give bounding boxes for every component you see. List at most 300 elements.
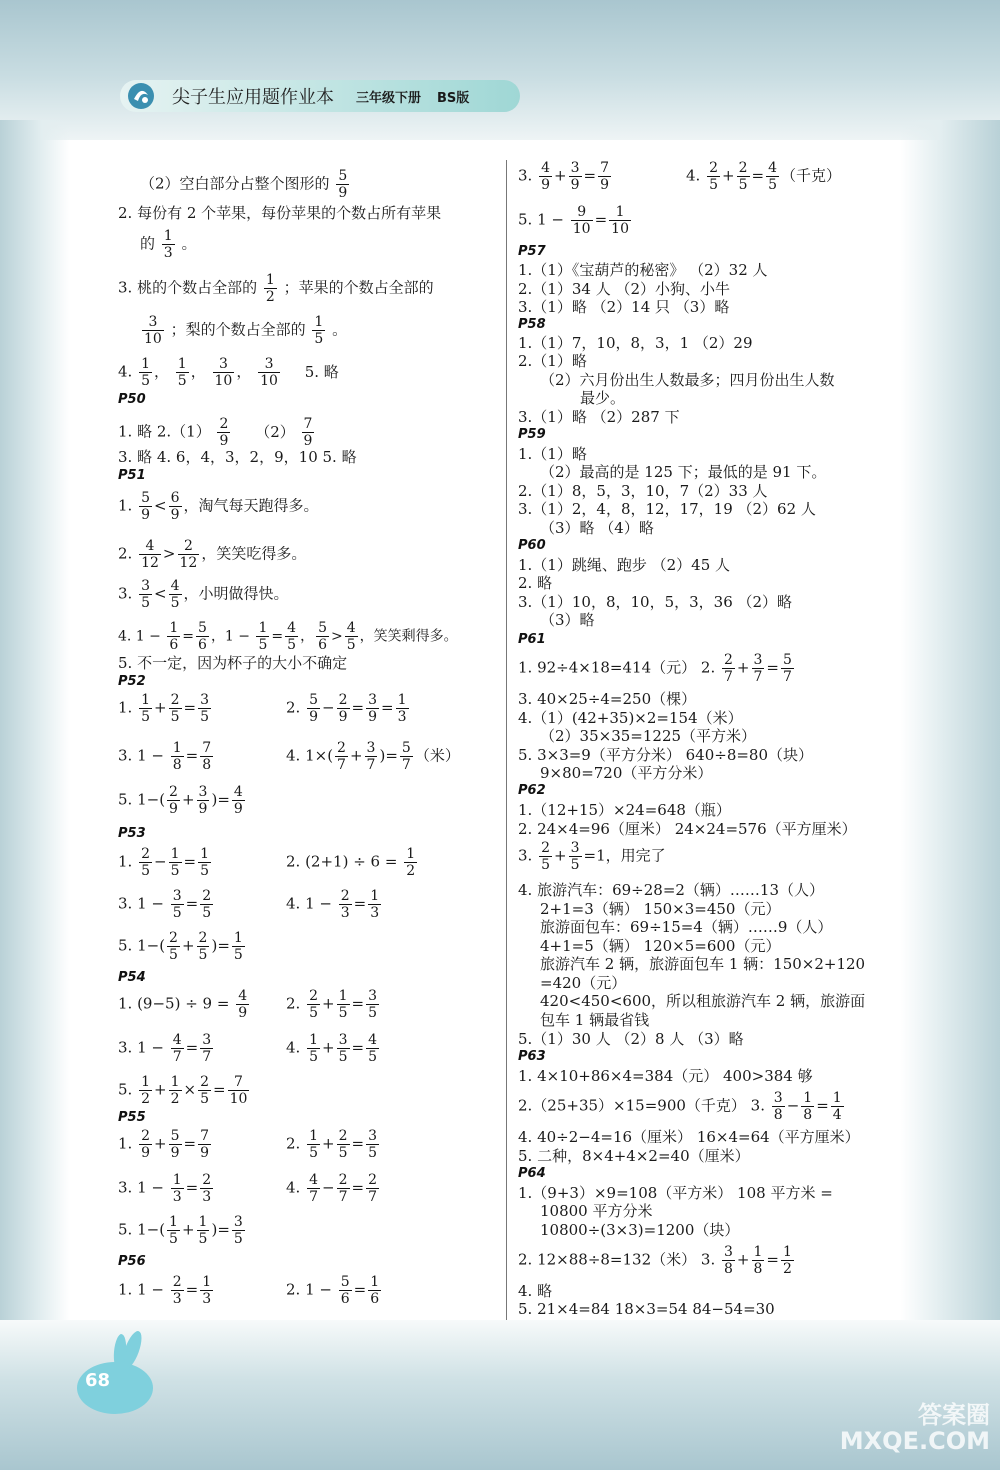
fraction: $\frac{2}{5}$ (309, 988, 319, 1021)
answer-line (118, 1214, 247, 1247)
answer-line: 最少。 (580, 389, 626, 407)
fraction: $\frac{4}{5}$ (768, 160, 778, 193)
answer-line (118, 578, 289, 611)
fraction: $\frac{1}{2}$ (141, 1074, 151, 1107)
fraction: $\frac{5}{9}$ (309, 692, 319, 725)
math-symbol: = (185, 1280, 199, 1299)
answer-line: 10800÷(3×3)=1200（块） (540, 1221, 740, 1239)
math-symbol: = (751, 166, 765, 185)
fraction: $\frac{7}{9}$ (303, 416, 313, 449)
math-symbol: = (185, 1038, 199, 1057)
section-label-p58: P58 (518, 317, 546, 332)
fraction: $\frac{1}{3}$ (172, 1172, 182, 1205)
math-symbol: )= (211, 936, 230, 955)
answer-line (118, 784, 247, 817)
math-symbol: = (351, 994, 365, 1013)
answer-line (286, 1172, 381, 1205)
section-label-p61: P61 (518, 632, 546, 647)
answer-line: 2. 24×4=96（厘米） 24×24=576（平方厘米） (518, 820, 857, 838)
math-symbol: = (183, 852, 197, 871)
answer-text: 的 (140, 234, 156, 253)
answer-text: =1，用完了 (583, 846, 666, 865)
answer-line: 4. 略 (518, 1282, 553, 1300)
math-symbol: < (154, 584, 167, 603)
answer-line: （2）35×35=1225（平方米） (540, 727, 757, 745)
answer-text: 1. 略 2.（1） (118, 422, 211, 441)
answer-text: 1. 1 − (118, 1280, 164, 1299)
answer-text: ， (300, 628, 315, 645)
answer-line (118, 272, 434, 305)
answer-line (518, 652, 796, 685)
fraction: $\frac{2}{3}$ (172, 1274, 182, 1307)
fraction: $\frac{1}{2}$ (406, 846, 416, 879)
answer-line: 1. 4×10+86×4=384（元） 400>384 够 (518, 1067, 813, 1085)
answer-line: 1.（12+15）×24=648（瓶） (518, 801, 731, 819)
answer-line (518, 1090, 846, 1123)
section-label-p55: P55 (118, 1110, 146, 1125)
fraction: $\frac{5}{6}$ (318, 620, 327, 653)
answer-line: 3.（1）10，8，10，5，3，36 （2）略 (518, 593, 793, 611)
fraction: $\frac{2}{5}$ (541, 840, 551, 873)
math-symbol: = (351, 698, 365, 717)
math-symbol: )= (211, 790, 230, 809)
fraction: $\frac{3}{10}$ (260, 356, 278, 389)
answer-line: 2+1=3（辆） 150×3=450（元） (540, 900, 781, 918)
section-label-p62: P62 (518, 783, 546, 798)
answer-text: 2. 12×88÷8=132（米） 3. (518, 1250, 716, 1269)
answer-text: 4. 1 − (286, 894, 332, 913)
fraction: $\frac{2}{7}$ (724, 652, 733, 685)
fraction: $\frac{2}{5}$ (709, 160, 719, 193)
answer-line: 5. 不一定，因为杯子的大小不确定 (118, 654, 348, 672)
fraction: $\frac{2}{5}$ (198, 930, 208, 963)
answer-text: 4. (118, 362, 133, 381)
fraction: $\frac{2}{12}$ (179, 538, 198, 571)
answer-text: 3. 桃的个数占全部的 (118, 278, 258, 297)
fraction: $\frac{5}{9}$ (338, 168, 348, 201)
math-symbol: + (722, 166, 735, 185)
answer-line: 2.（1）略 (518, 352, 587, 370)
answer-text: ，淘气每天跑得多。 (183, 496, 319, 515)
math-symbol: = (353, 1280, 367, 1299)
answer-text: 2. (118, 544, 133, 563)
answer-line (118, 416, 316, 449)
section-label-p51: P51 (118, 468, 146, 483)
fraction: $\frac{3}{5}$ (200, 692, 210, 725)
answer-text: 5. (118, 1080, 133, 1099)
answer-line: 旅游面包车：69÷15=4（辆）……9（人） (540, 918, 833, 936)
fraction: $\frac{1}{5}$ (200, 846, 210, 879)
math-symbol: < (154, 496, 167, 515)
fraction: $\frac{3}{5}$ (368, 1128, 378, 1161)
rabbit-page-icon (70, 1330, 160, 1420)
section-label-p52: P52 (118, 674, 146, 689)
grade-label: 三年级下册 (356, 90, 422, 106)
fraction: $\frac{2}{7}$ (338, 1172, 348, 1205)
fraction: $\frac{4}{5}$ (346, 620, 356, 653)
math-symbol: = (183, 1134, 197, 1153)
section-label-p53: P53 (118, 826, 146, 841)
answer-text: （2） (255, 422, 295, 441)
answer-text: 3. (518, 846, 533, 865)
math-symbol: = (594, 210, 608, 229)
answer-line (686, 160, 841, 193)
fraction: $\frac{1}{5}$ (141, 356, 151, 389)
math-symbol: + (154, 1134, 167, 1153)
fraction: $\frac{5}{6}$ (340, 1274, 350, 1307)
math-symbol: = (381, 698, 394, 717)
answer-line: 4.（1）(42+35)×2=154（米） (518, 709, 743, 727)
answer-line (286, 740, 460, 773)
answer-text: 5. 1−( (118, 936, 166, 955)
fraction: $\frac{1}{2}$ (783, 1244, 792, 1277)
answer-line (286, 988, 381, 1021)
unit-text: （米） (414, 746, 460, 765)
answer-text: ；梨的个数占全部的 (170, 320, 306, 339)
answer-line (118, 1032, 215, 1065)
answer-text: 5. 1−( (118, 790, 166, 809)
fraction: $\frac{3}{7}$ (202, 1032, 212, 1065)
fraction: $\frac{1}{5}$ (141, 692, 151, 725)
answer-line (118, 1128, 213, 1161)
fraction: $\frac{2}{9}$ (169, 784, 178, 817)
answer-line: 3.（1）2，4，8，12，17，19 （2）62 人 (518, 500, 816, 518)
math-symbol: + (736, 1250, 750, 1269)
fraction: $\frac{2}{9}$ (338, 692, 348, 725)
answer-line (140, 168, 351, 201)
math-symbol: = (183, 698, 197, 717)
fraction: $\frac{2}{5}$ (169, 930, 178, 963)
section-label-p50: P50 (118, 392, 146, 407)
fraction: $\frac{1}{8}$ (172, 740, 182, 773)
fraction: $\frac{2}{5}$ (141, 846, 151, 879)
math-symbol: = (583, 166, 597, 185)
answer-line: 2.（1）34 人 （2）小狗、小牛 (518, 280, 731, 298)
answer-text: 1. (118, 1134, 133, 1153)
answer-text: 3. (118, 584, 133, 603)
fraction: $\frac{4}{7}$ (309, 1172, 319, 1205)
fraction: $\frac{1}{8}$ (803, 1090, 813, 1123)
fraction: $\frac{2}{5}$ (200, 1074, 210, 1107)
answer-text: 1. (118, 852, 133, 871)
fraction: $\frac{1}{5}$ (314, 314, 324, 347)
answer-line: 2. 每份有 2 个苹果，每份苹果的个数占所有苹果 (118, 204, 442, 222)
answer-line: 3. 40×25÷4=250（棵） (518, 690, 697, 708)
answer-text: 3. 1 − (118, 1038, 164, 1057)
answer-line (118, 490, 319, 523)
answer-line (518, 1244, 796, 1277)
answer-line: 1.（1）略 (518, 445, 587, 463)
page-number: 68 (85, 1370, 111, 1391)
fraction: $\frac{5}{7}$ (401, 740, 411, 773)
math-symbol: = (213, 1080, 226, 1099)
math-symbol: = (351, 1038, 365, 1057)
answer-line: （2）六月份出生人数最多；四月份出生人数 (540, 371, 835, 389)
answer-text: 2. (2+1) ÷ 6 = (286, 852, 398, 871)
answer-text: 1. (9−5) ÷ 9 = (118, 994, 230, 1013)
answer-line (118, 538, 306, 571)
answer-line: 4. $\frac{1}{5}$ ， $\frac{1}{5}$ ， $\frac{3}{10}$ ， $\frac{3}{10}$ 5. 略 (118, 356, 339, 389)
fraction: $\frac{1}{3}$ (163, 228, 173, 261)
fraction: $\frac{2}{5}$ (738, 160, 748, 193)
math-symbol: + (181, 936, 195, 955)
answer-line: （3）略 （4）略 (540, 519, 654, 537)
answer-line: （3）略 (540, 611, 595, 629)
math-symbol: = (271, 628, 284, 645)
answer-text: ，笑笑吃得多。 (201, 544, 307, 563)
fraction: $\frac{1}{5}$ (198, 1214, 208, 1247)
fraction: $\frac{3}{7}$ (366, 740, 376, 773)
section-label-p54: P54 (118, 970, 146, 985)
answer-line: 旅游汽车 2 辆，旅游面包车 1 辆：150×2+120 (540, 955, 866, 973)
answer-line: 4+1=5（辆） 120×5=600（元） (540, 937, 781, 955)
math-symbol: = (353, 894, 367, 913)
fraction: $\frac{7}{8}$ (202, 740, 212, 773)
fraction: $\frac{1}{2}$ (265, 272, 275, 305)
fraction: $\frac{2}{5}$ (202, 888, 212, 921)
fraction: $\frac{2}{9}$ (141, 1128, 151, 1161)
fraction: $\frac{4}{9}$ (233, 784, 243, 817)
fraction: $\frac{4}{5}$ (368, 1032, 378, 1065)
answer-line (118, 888, 215, 921)
answer-line (286, 888, 383, 921)
answer-text: 2. (286, 1134, 301, 1153)
answer-line (140, 228, 197, 261)
answer-text: 4. (286, 1038, 301, 1057)
fraction: $\frac{2}{7}$ (368, 1172, 378, 1205)
answer-line: 1.（9+3）×9=108（平方米） 108 平方米 = (518, 1184, 833, 1202)
fraction: $\frac{1}{5}$ (258, 620, 268, 653)
answer-line (118, 620, 458, 653)
answer-text: 3. 1 − (118, 746, 164, 765)
math-symbol: = (182, 628, 195, 645)
fraction: $\frac{9}{10}$ (572, 204, 591, 237)
answer-line: 420<450<600，所以租旅游汽车 2 辆，旅游面 (540, 992, 866, 1010)
answer-line (118, 846, 213, 879)
fraction: $\frac{3}{5}$ (338, 1032, 348, 1065)
math-symbol: = (766, 658, 779, 677)
answer-line (286, 1274, 383, 1307)
answer-line: 3. 略 4. 6，4，3，2，9，10 5. 略 (118, 448, 357, 466)
answer-line: 1.（1）7，10，8，3，1 （2）29 (518, 334, 753, 352)
fraction: $\frac{4}{5}$ (170, 578, 180, 611)
fraction: $\frac{7}{9}$ (200, 1128, 210, 1161)
answer-text: 4. 1×( (286, 746, 334, 765)
fraction: $\frac{3}{9}$ (570, 160, 580, 193)
fraction: $\frac{2}{5}$ (338, 1128, 348, 1161)
math-symbol: = (185, 746, 199, 765)
answer-line (518, 160, 613, 193)
math-symbol: )= (211, 1220, 230, 1239)
math-symbol: = (185, 894, 199, 913)
section-label-p57: P57 (518, 244, 546, 259)
fraction: $\frac{2}{5}$ (170, 692, 180, 725)
answer-text: ，小明做得快。 (183, 584, 289, 603)
answer-text: 4. (286, 1178, 301, 1197)
answer-text: 3. (518, 166, 533, 185)
answer-text: 5. 略 (304, 362, 339, 381)
math-symbol: + (349, 746, 363, 765)
answer-text: （2）空白部分占整个图形的 (140, 174, 330, 193)
fraction: $\frac{4}{9}$ (238, 988, 248, 1021)
answer-text: 1. (118, 698, 133, 717)
answer-line (286, 692, 411, 725)
fraction: $\frac{1}{3}$ (370, 888, 380, 921)
fraction: $\frac{6}{9}$ (170, 490, 180, 523)
answer-text: 2. (286, 698, 301, 717)
math-symbol: > (162, 544, 176, 563)
section-label-p56: P56 (118, 1254, 146, 1269)
answer-text: 2. (286, 994, 301, 1013)
fraction: $\frac{1}{6}$ (169, 620, 179, 653)
unit-text: （千克） (781, 166, 842, 185)
fraction: $\frac{2}{9}$ (219, 416, 229, 449)
answer-text: 2. 1 − (286, 1280, 332, 1299)
math-symbol: = (351, 1178, 365, 1197)
answer-line: 4. 40÷2−4=16（厘米） 16×4=64（平方厘米） (518, 1128, 860, 1146)
fraction: $\frac{3}{8}$ (773, 1090, 783, 1123)
math-symbol: + (154, 1080, 167, 1099)
answer-text: 3. 1 − (118, 1178, 164, 1197)
math-symbol: + (554, 166, 567, 185)
answer-text: 5. 1−( (118, 1220, 166, 1239)
fraction: $\frac{1}{3}$ (202, 1274, 212, 1307)
fraction: $\frac{3}{10}$ (214, 356, 233, 389)
answer-line (518, 204, 633, 237)
fraction: $\frac{1}{8}$ (753, 1244, 763, 1277)
fraction: $\frac{1}{5}$ (170, 846, 180, 879)
answer-line: 4. 旅游汽车：69÷28=2（辆）……13（人） (518, 881, 825, 899)
section-label-p63: P63 (518, 1049, 546, 1064)
answer-line: 2.（1）8，5，3，10，7（2）33 人 (518, 482, 768, 500)
fraction: $\frac{3}{9}$ (368, 692, 378, 725)
fraction: $\frac{1}{5}$ (309, 1032, 319, 1065)
watermark (840, 1402, 990, 1454)
answer-text: 4. (686, 166, 701, 185)
answer-line (286, 1128, 381, 1161)
answer-line (118, 692, 213, 725)
answer-text: ，1 − (210, 628, 251, 645)
section-label-p64: P64 (518, 1166, 546, 1181)
math-symbol: + (322, 994, 335, 1013)
math-symbol: + (181, 790, 195, 809)
fraction: $\frac{1}{3}$ (397, 692, 407, 725)
fraction: $\frac{1}{6}$ (370, 1274, 380, 1307)
answer-text: ；苹果的个数占全部的 (283, 278, 434, 297)
answer-line (118, 740, 215, 773)
fraction: $\frac{3}{10}$ (144, 314, 162, 347)
fraction: $\frac{1}{5}$ (169, 1214, 178, 1247)
answer-text: 2.（25+35）×15=900（千克） 3. (518, 1096, 765, 1115)
fraction: $\frac{4}{5}$ (287, 620, 297, 653)
math-symbol: )= (379, 746, 398, 765)
fraction: $\frac{1}{4}$ (832, 1090, 842, 1123)
answer-line (118, 988, 251, 1021)
book-title: 尖子生应用题作业本 (172, 87, 334, 108)
answer-line (118, 1172, 215, 1205)
fraction: $\frac{4}{9}$ (541, 160, 551, 193)
math-symbol: − (322, 698, 335, 717)
math-symbol: = (185, 1178, 199, 1197)
answer-text: 。 (332, 320, 348, 339)
fraction: $\frac{5}{9}$ (170, 1128, 180, 1161)
math-symbol: = (766, 1250, 779, 1269)
answer-text: 3. 1 − (118, 894, 164, 913)
math-symbol: − (786, 1096, 800, 1115)
fraction: $\frac{5}{7}$ (783, 652, 792, 685)
answer-line: 10800 平方分米 (540, 1202, 653, 1220)
fraction: $\frac{1}{10}$ (611, 204, 629, 237)
answer-text: 1. (118, 496, 133, 515)
fraction: $\frac{3}{5}$ (233, 1214, 243, 1247)
answer-line: 包车 1 辆最省钱 (540, 1011, 650, 1029)
fraction: $\frac{4}{12}$ (141, 538, 159, 571)
fraction: $\frac{1}{5}$ (233, 930, 243, 963)
answer-line: 5. 21×4=84 18×3=54 84−54=30 (518, 1300, 775, 1318)
fraction: $\frac{1}{2}$ (170, 1074, 180, 1107)
answer-line: 1.（1）跳绳、跑步 （2）45 人 (518, 556, 731, 574)
answer-line (118, 1274, 215, 1307)
fraction: $\frac{3}{8}$ (724, 1244, 733, 1277)
answer-line: 5. 二种，8×4+4×2=40（厘米） (518, 1147, 750, 1165)
math-symbol: + (554, 846, 567, 865)
math-symbol: − (154, 852, 167, 871)
answer-text: 。 (181, 234, 197, 253)
fraction: $\frac{7}{10}$ (229, 1074, 248, 1107)
math-symbol: > (330, 628, 343, 645)
fraction: $\frac{3}{9}$ (198, 784, 208, 817)
answer-line (118, 1074, 251, 1107)
answer-text: 5. 1 − (518, 210, 564, 229)
fraction: $\frac{3}{5}$ (570, 840, 580, 873)
answer-line (286, 846, 419, 879)
watermark-logo-text: 答案圈 (918, 1401, 990, 1429)
watermark-url: MXQE.COM (839, 1427, 990, 1455)
answer-line: 5.（1）30 人 （2）8 人 （3）略 (518, 1030, 744, 1048)
section-label-p59: P59 (518, 427, 546, 442)
fraction: $\frac{1}{5}$ (338, 988, 348, 1021)
fraction: $\frac{5}{9}$ (141, 490, 151, 523)
answer-line: （2）最高的是 125 下；最低的是 91 下。 (540, 463, 827, 481)
answer-line: 1.（1）《宝葫芦的秘密》 （2）32 人 (518, 261, 768, 279)
fraction: $\frac{5}{6}$ (198, 620, 207, 653)
answer-line (518, 840, 666, 873)
answer-line: =420（元） (540, 974, 627, 992)
answer-line: 5. 3×3=9（平方分米） 640÷8=80（块） (518, 746, 814, 764)
math-symbol: + (736, 658, 750, 677)
fraction: $\frac{3}{5}$ (172, 888, 182, 921)
math-symbol: = (816, 1096, 829, 1115)
edition-label: BS版 (437, 90, 470, 106)
fraction: $\frac{1}{5}$ (309, 1128, 319, 1161)
math-symbol: = (351, 1134, 365, 1153)
answer-line (118, 930, 247, 963)
math-symbol: − (322, 1178, 335, 1197)
fraction: $\frac{3}{7}$ (753, 652, 763, 685)
fraction: $\frac{1}{5}$ (177, 356, 187, 389)
answer-line (286, 1032, 381, 1065)
answer-line: 3.（1）略 （2）14 只 （3）略 (518, 298, 730, 316)
math-symbol: + (181, 1220, 195, 1239)
answer-line (140, 314, 347, 347)
math-symbol: + (322, 1038, 335, 1057)
math-symbol: + (154, 698, 167, 717)
fraction: $\frac{3}{5}$ (368, 988, 378, 1021)
math-symbol: × (183, 1080, 197, 1099)
answer-text: 4. 1 − (118, 628, 161, 645)
answer-text: ，笑笑剩得多。 (359, 628, 458, 645)
fraction: $\frac{4}{7}$ (172, 1032, 182, 1065)
